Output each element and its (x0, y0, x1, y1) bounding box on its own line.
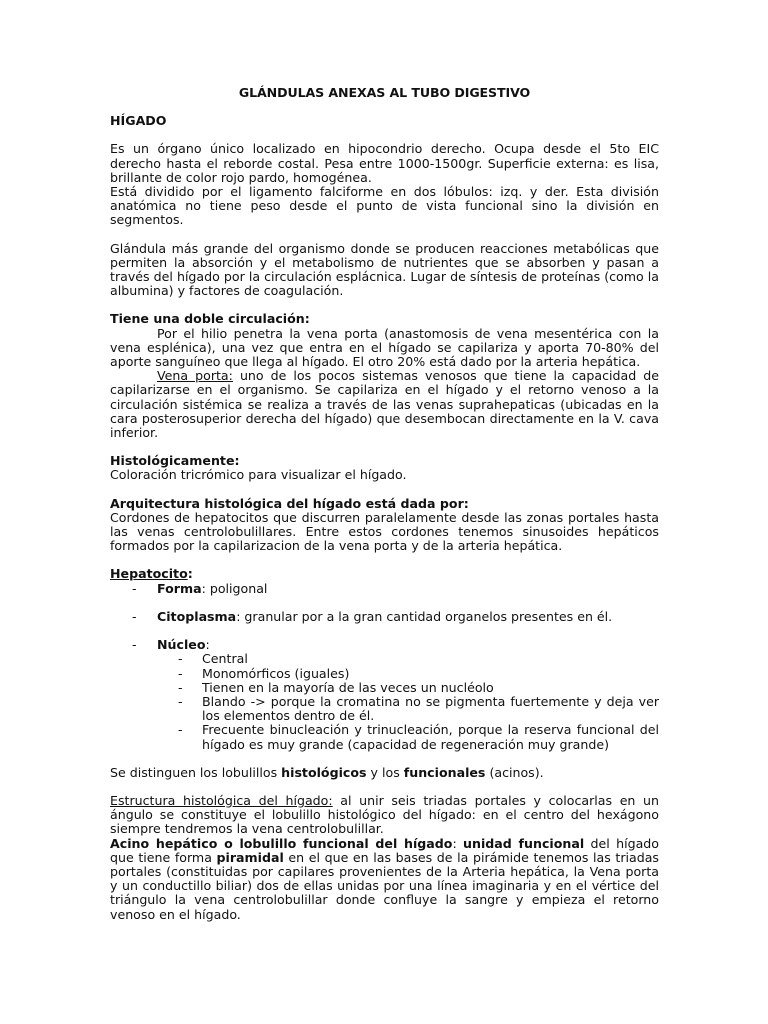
forma-text: : poligonal (201, 580, 268, 596)
citoplasma-text: : granular por a la gran cantidad organelos presentes en él. (236, 608, 613, 624)
spacer (110, 298, 659, 312)
list-item-citoplasma (110, 610, 659, 624)
spacer (110, 128, 659, 142)
nucleo-colon: : (205, 637, 210, 653)
list-item: - Blando -> porque la cromatina no se pigmenta fuertemente y deja ver los elementos dentro de él. (110, 695, 659, 723)
section-heading-arquitectura: Arquitectura histológica del hígado está dada por: (110, 495, 469, 511)
paragraph-lobulillos (110, 766, 659, 780)
section-heading-circulacion: Tiene una doble circulación: (110, 311, 310, 327)
acino-label: Acino hepático o lobulillo funcional del hígado (110, 835, 453, 851)
text-run: del hígado que tiene forma (110, 835, 659, 865)
hepatocito-list-2 (110, 610, 659, 624)
paragraph-division: Está dividido por el ligamento falciforme en dos lóbulos: izq. y der. Esta división anatómica no tiene peso desde el punto de vista funcional sino la división en segmentos. (110, 184, 659, 228)
list-item: - Frecuente binucleación y trinucleación, porque la reserva funcional del hígado es muy grande (capacidad de regeneración muy grande) (110, 723, 659, 751)
text-run: Se distinguen los lobulillos (110, 764, 282, 780)
text-run-bold: piramidal (216, 849, 284, 865)
hepatocito-colon: : (187, 566, 193, 582)
list-item-forma (110, 582, 659, 596)
paragraph-cordones: Cordones de hepatocitos que discurren paralelamente desde las zonas portales hasta las venas centrolobulillares. Entre estos cordones tenemos sinusoides hepáticos formados por la capilarizacion de la vena porta y de la arteria hepática. (110, 509, 659, 554)
text-run-bold: funcionales (403, 764, 486, 780)
vena-porta-text: uno de los pocos sistemas venosos que tiene la capacidad de capilarizarse en el organismo. Se capilariza en el hígado y el retorno venoso a la circulación sistémica se realiza a través de las venas suprahepaticas (ubicadas en la cara posterosuperior derecha del hígado) que desembocan directamente en la V. cava inferior. (110, 368, 659, 441)
hepatocito-list-3 (110, 638, 659, 652)
forma-label: Forma (157, 580, 202, 596)
document-title: GLÁNDULAS ANEXAS AL TUBO DIGESTIVO (238, 85, 531, 100)
spacer (110, 483, 659, 497)
text-run: en el que en las bases de la pirámide tenemos las triadas portales (constituidas por capilares provenientes de la Arteria hepática, la Vena porta y un conductillo biliar) dos de ellas unidas por una línea imaginaria y en el vértice del triángulo la vena centrolobulillar donde confluye la sangre y empieza el retorno venoso en el hígado. (110, 849, 659, 922)
nucleo-label: Núcleo (157, 637, 206, 653)
section-heading-hepatocito (110, 567, 659, 581)
paragraph-hilio: Por el hilio penetra la vena porta (anastomosis de vena mesentérica con la vena esplénica), una vez que entra en el hígado se capilariza y aporta 70-80% del aporte sanguíneo que llega al hígado. El otro 20% está dado por la arteria hepática. (110, 325, 659, 370)
text-run: (acinos). (485, 764, 544, 780)
text-run-bold: histológicos (281, 764, 367, 780)
paragraph-glandula: Glándula más grande del organismo donde se producen reacciones metabólicas que permiten la absorción y el metabolismo de nutrientes que se absorben y pasan a través del hígado por la circulación esplácnica. Lugar de síntesis de proteínas (como la albumina) y factores de coagulación. (110, 240, 659, 299)
spacer (110, 553, 659, 567)
list-item: - Tienen en la mayoría de las veces un nucléolo (110, 681, 659, 695)
nucleo-sublist (110, 652, 659, 751)
hepatocito-list (110, 582, 659, 596)
section-heading-histologicamente: Histológicamente: (110, 453, 240, 469)
text-run: y los (366, 764, 404, 780)
list-item: - Monomórficos (iguales) (110, 667, 659, 681)
spacer (110, 624, 659, 638)
document-page (110, 86, 659, 922)
spacer (110, 440, 659, 454)
text-run-bold: unidad funcional (463, 835, 585, 851)
paragraph-localizacion: Es un órgano único localizado en hipocondrio derecho. Ocupa desde el 5to EIC derecho hasta el reborde costal. Pesa entre 1000-1500gr. Superficie externa: es lisa, brillante de color rojo pardo, homogénea. (110, 141, 659, 185)
estructura-label: Estructura histológica del hígado: (110, 792, 333, 808)
spacer (110, 752, 659, 766)
paragraph-coloracion: Coloración tricrómico para visualizar el hígado. (110, 467, 407, 483)
spacer (110, 228, 659, 242)
paragraph-vena-porta (110, 369, 659, 440)
spacer (110, 596, 659, 610)
spacer (110, 780, 659, 794)
text-run: : (452, 835, 464, 851)
list-item: - Central (110, 652, 659, 666)
paragraph-acino (110, 837, 659, 922)
estructura-text: al unir seis triadas portales y colocarlas en un ángulo se constituye el lobulillo histológico del hígado: en el centro del hexágono siempre tendremos la vena centrolobulillar. (110, 792, 660, 837)
list-item-nucleo (110, 638, 659, 652)
vena-porta-label: Vena porta: (157, 368, 233, 384)
paragraph-estructura (110, 794, 659, 837)
hepatocito-label: Hepatocito (110, 566, 188, 582)
citoplasma-label: Citoplasma (157, 608, 237, 624)
section-heading-higado: HÍGADO (110, 113, 167, 129)
